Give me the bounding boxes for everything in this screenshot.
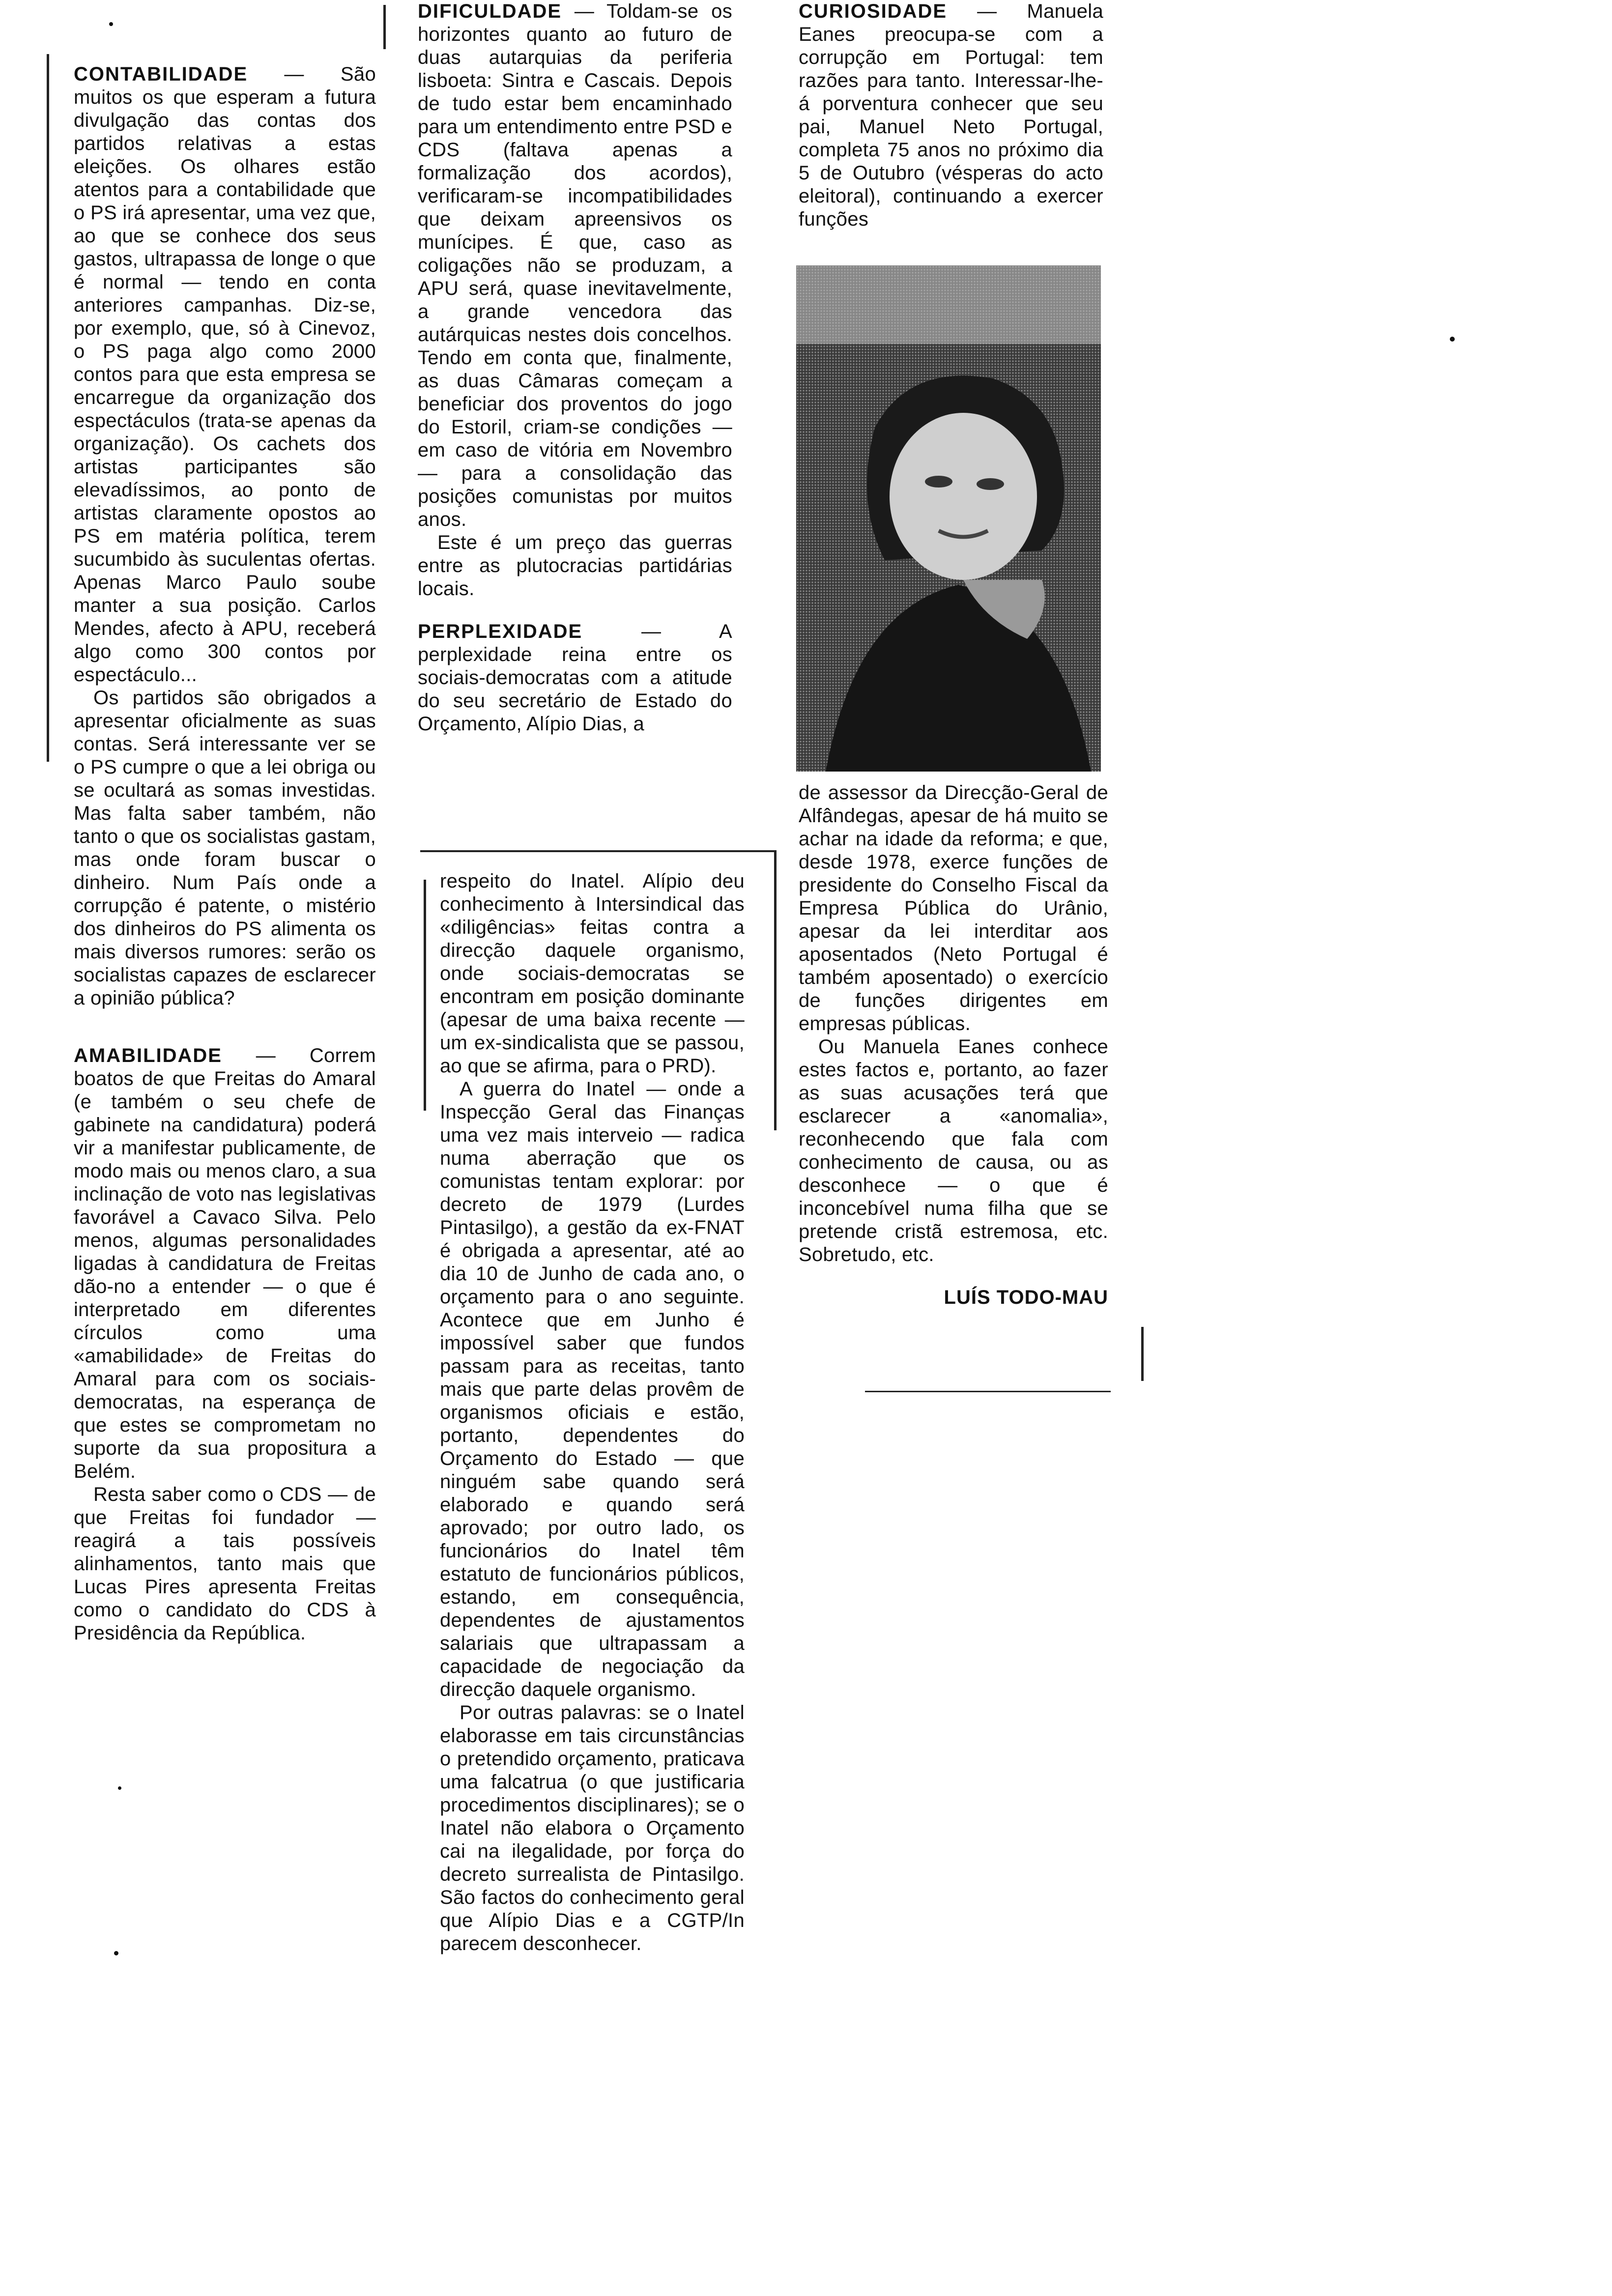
portrait-photo-icon: [796, 265, 1101, 772]
portrait-photo-svg: [796, 265, 1101, 772]
scan-speck: [1450, 337, 1455, 342]
column-curiosidade: [799, 0, 1103, 231]
heading-amabilidade: AMABILIDADE: [74, 1045, 222, 1066]
heading-perplexidade: PERPLEXIDADE: [418, 621, 583, 642]
scan-speck: [118, 1786, 121, 1790]
column-contabilidade: [74, 63, 376, 1645]
heading-curiosidade: CURIOSIDADE: [799, 0, 948, 22]
column-assessor: [799, 781, 1108, 1309]
paragraph-ou-manuela: Ou Manuela Eanes conhece estes factos e, portanto, ao fazer as suas acusações terá que esclarecer a «anomalia», reconhecendo que fala com conhecimento de causa, ou as desconhece — o que é inconcebível numa filha que se pretende cristã estremosa, etc. Sobretudo, etc.: [799, 1036, 1108, 1265]
column-dificuldade: [418, 0, 732, 736]
box-rule-top: [420, 850, 777, 852]
heading-contabilidade: CONTABILIDADE: [74, 63, 248, 85]
paragraph-outras-palavras: Por outras palavras: se o Inatel elaborasse em tais circunstâncias o pretendido orçamento, praticava uma falcatrua (o que justificaria procedimentos disciplinares); se o Inatel não elabora o Orçamento cai na ilegalidade, por força do decreto surrealista de Pintasilgo. São factos do conhecimento geral que Alípio Dias e a CGTP/In parecem desconhecer.: [440, 1702, 745, 1954]
column-rule-mid: [383, 5, 386, 49]
scan-speck: [109, 22, 113, 26]
paragraph-preco: Este é um preço das guerras entre as plutocracias partidárias locais.: [418, 532, 732, 600]
paragraph-contas: Os partidos são obrigados a apresentar oficialmente as suas contas. Será interessante ver se o PS cumpre o que a lei obriga ou se ocultará as somas investidas. Mas falta saber também, não tanto o que os socialistas gastam, mas onde foram buscar o dinheiro. Num País onde a corrupção é patente, o mistério dos dinheiros do PS alimenta os mais diversos rumores: serão os socialistas capazes de esclarecer a opinião pública?: [74, 687, 376, 1009]
paragraph-dificuldade: DIFICULDADE — Toldam-se os horizontes quanto ao futuro de duas autarquias da periferia lisboeta: Sintra e Cascais. Depois de tudo estar bem encaminhado para um entendimento entre PSD e CDS (faltava apenas a formalização dos acordos), verificaram-se incompatibilidades que deixam apreensivos os munícipes. É que, caso as coligações não se produzam, a APU será, quase inevitavelmente, a grande vencedora das autárquicas nestes dois concelhos. Tendo em conta que, finalmente, as duas Câmaras começam a beneficiar dos proventos do jogo do Estoril, criam-se condições — em caso de vitória em Novembro — para a consolidação das posições comunistas por muitos anos.: [418, 0, 732, 530]
signature-rule: [865, 1391, 1111, 1392]
column-rule-right: [1141, 1327, 1144, 1381]
paragraph-perplexidade: PERPLEXIDADE — A perplexidade reina entre os sociais-democratas com a atitude do seu secretário de Estado do Orçamento, Alípio Dias, a: [418, 621, 732, 735]
paragraph-cds: Resta saber como o CDS — de que Freitas foi fundador — reagirá a tais possíveis alinhamentos, tanto mais que Lucas Pires apresenta Freitas como o candidato do CDS à Presidência da República.: [74, 1484, 376, 1644]
paragraph-amabilidade: AMABILIDADE — Correm boatos de que Freitas do Amaral (e também o seu chefe de gabinete na candidatura) poderá vir a manifestar publicamente, de modo mais ou menos claro, a sua inclinação de voto nas legislativas favorável a Cavaco Silva. Pelo menos, algumas personalidades ligadas à candidatura de Freitas dão-no a entender — o que é interpretado em diferentes círculos como uma «amabilidade» de Freitas do Amaral para com os sociais-democratas, na esperança de que estes se comprometam no suporte da sua propositura a Belém.: [74, 1045, 376, 1482]
paragraph-assessor: de assessor da Direcção-Geral de Alfândegas, apesar de há muito se achar na idade da reforma; e que, desde 1978, exerce funções de presidente do Conselho Fiscal da Empresa Pública do Urânio, apesar da lei interditar aos aposentados (Neto Portugal é também aposentado) o exercício de funções dirigentes em empresas públicas.: [799, 782, 1108, 1034]
scan-speck: [114, 1951, 118, 1955]
paragraph-curiosidade: CURIOSIDADE — Manuela Eanes preocupa-se com a corrupção em Portugal: tem razões para tanto. Interessar-lhe-á porventura conhecer que seu pai, Manuel Neto Portugal, completa 75 anos no próximo dia 5 de Outubro (vésperas do acto eleitoral), continuando a exercer funções: [799, 0, 1103, 230]
column-rule-mid-lower: [774, 850, 777, 1130]
column-rule-inner: [424, 880, 426, 1111]
column-inatel: [440, 870, 745, 1955]
paragraph-guerra-inatel: A guerra do Inatel — onde a Inspecção Geral das Finanças uma vez mais interveio — radica numa aberração que os comunistas tentam explorar: por decreto de 1979 (Lurdes Pintasilgo), a gestão da ex-FNAT é obrigada a apresentar, até ao dia 10 de Junho de cada ano, o orçamento para o ano seguinte. Acontece que em Junho é impossível saber que fundos passam para as receitas, tanto mais que parte delas provêm de organismos oficiais e estão, portanto, dependentes do Orçamento do Estado — que ninguém sabe quando será elaborado e quando será aprovado; por outro lado, os funcionários do Inatel têm estatuto de funcionários públicos, estando, em consequência, dependentes de ajustamentos salariais que ultrapassam a capacidade de negociação da direcção daquele organismo.: [440, 1078, 745, 1700]
heading-dificuldade: DIFICULDADE: [418, 0, 562, 22]
paragraph-inatel: respeito do Inatel. Alípio deu conhecimento à Intersindical das «diligências» feitas contra a direcção daquele organismo, onde sociais-democratas se encontram em posição dominante (apesar de uma baixa recente — um ex-sindicalista que se passou, ao que se afirma, para o PRD).: [440, 870, 745, 1077]
author-signature: LUÍS TODO-MAU: [944, 1287, 1108, 1308]
paragraph-contabilidade: CONTABILIDADE — São muitos os que esperam a futura divulgação das contas dos partidos relativas a estas eleições. Os olhares estão atentos para a contabilidade que o PS irá apresentar, uma vez que, ao que se conhece dos seus gastos, ultrapassa de longe o que é normal — tendo en conta anteriores campanhas. Diz-se, por exemplo, que, só à Cinevoz, o PS paga algo como 2000 contos para que esta empresa se encarregue da organização dos espectáculos (trata-se apenas da organização). Os cachets dos artistas participantes são elevadíssimos, ao ponto de artistas claramente opostos ao PS em matéria política, terem sucumbido às suculentas ofertas. Apenas Marco Paulo soube manter a sua posição. Carlos Mendes, afecto à APU, receberá algo como 300 contos por espectáculo...: [74, 63, 376, 686]
column-rule-left: [47, 54, 49, 762]
